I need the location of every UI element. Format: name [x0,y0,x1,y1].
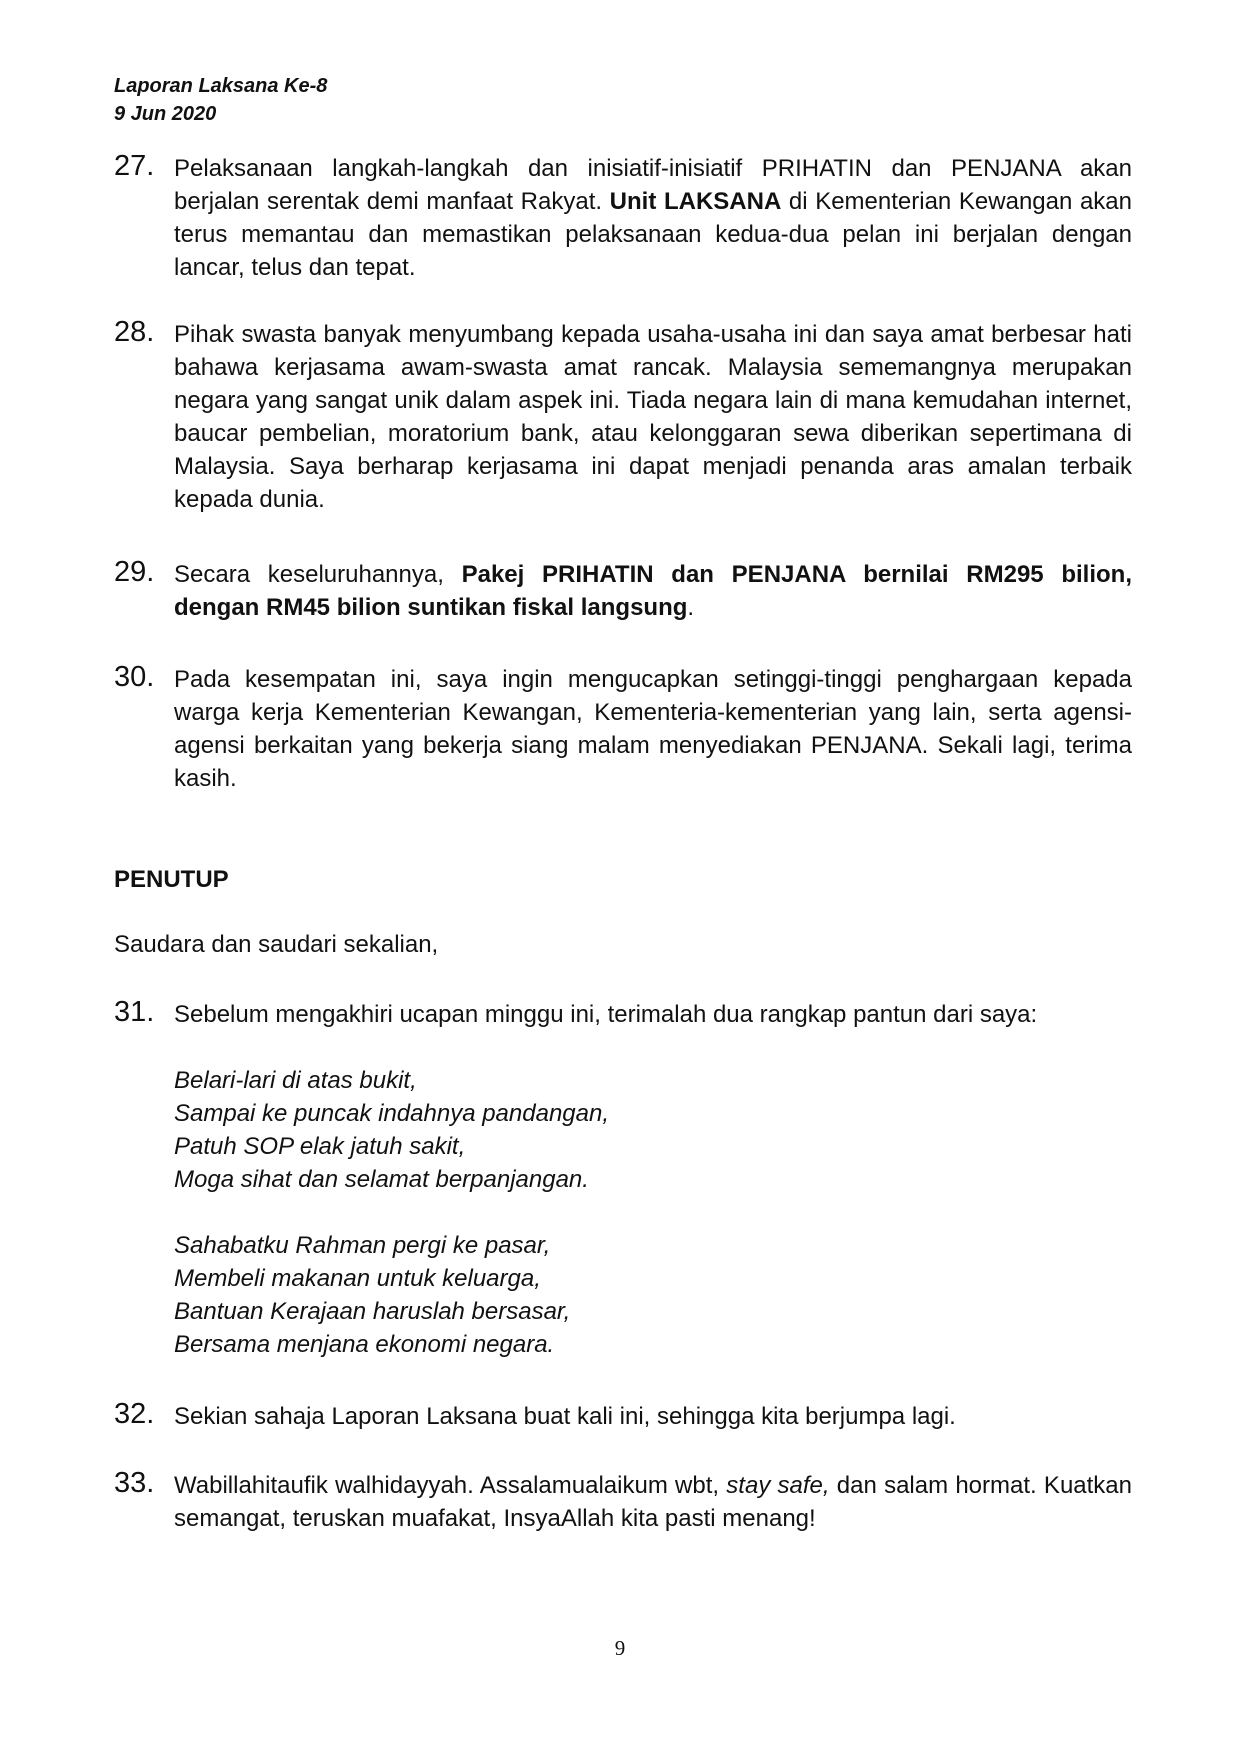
verse-line: Sahabatku Rahman pergi ke pasar, [174,1232,551,1259]
verse-line: Bersama menjana ekonomi negara. [174,1331,555,1358]
text-run: dan salam hormat. Kuatkan semangat, teruskan muafakat, InsyaAllah kita pasti menang! [174,1472,1132,1532]
verse-line: Bantuan Kerajaan haruslah bersasar, [174,1298,571,1325]
verse-line: Moga sihat dan selamat berpanjangan. [174,1166,589,1193]
paragraph-number: 32. [114,1398,155,1430]
paragraph-number: 31. [114,996,155,1028]
paragraph-text: Sekian sahaja Laporan Laksana buat kali ini, sehingga kita berjumpa lagi. [174,1403,956,1430]
text-run: di Kementerian Kewangan akan terus memantau dan memastikan pelaksanaan kedua-dua pelan ini berjalan dengan lancar, telus dan tepat. [174,188,1132,281]
page-number: 9 [614,1636,626,1660]
text-run: Wabillahitaufik walhidayyah. Assalamualaikum wbt, [174,1472,727,1499]
paragraph-30 [114,663,1132,795]
paragraph-text: Sebelum mengakhiri ucapan minggu ini, terimalah dua rangkap pantun dari saya: [174,1001,1038,1028]
paragraph-number: 30. [114,661,155,693]
verse-line: Sampai ke puncak indahnya pandangan, [174,1100,609,1127]
paragraph-text [174,1469,1132,1535]
paragraph-number: 33. [114,1467,155,1499]
paragraph-number: 28. [114,316,155,348]
paragraph-29 [114,558,1132,624]
report-date: 9 Jun 2020 [114,103,217,125]
paragraph-number: 29. [114,556,155,588]
paragraph-text [174,558,1132,624]
paragraph-text: Pihak swasta banyak menyumbang kepada usaha-usaha ini dan saya amat berbesar hati bahawa kerjasama awam-swasta amat rancak. Malaysia sememangnya merupakan negara yang sangat unik dalam aspek ini. Tiada negara lain di mana kemudahan internet, baucar pembelian, moratorium bank, atau kelonggaran sewa diberikan sepertimana di Malaysia. Saya berharap kerjasama ini dapat menjadi penanda aras amalan terbaik kepada dunia. [174,321,1132,513]
verse-line: Belari-lari di atas bukit, [174,1067,417,1094]
verse-line: Patuh SOP elak jatuh sakit, [174,1133,466,1160]
paragraph-text: Pada kesempatan ini, saya ingin mengucapkan setinggi-tinggi penghargaan kepada warga kerja Kementerian Kewangan, Kementeria-kementerian yang lain, serta agensi-agensi berkaitan yang bekerja siang malam menyediakan PENJANA. Sekali lagi, terima kasih. [174,666,1132,792]
salutation: Saudara dan saudari sekalian, [114,931,439,958]
paragraph-31 [114,998,1132,1031]
bold-text-run: Pakej PRIHATIN dan PENJANA bernilai RM295 bilion, dengan RM45 bilion suntikan fiskal langsung [174,561,1132,621]
paragraph-27 [114,152,1132,284]
bold-text-run: Unit LAKSANA [609,188,782,215]
text-run: Secara keseluruhannya, [174,561,462,588]
pantun-stanza-2 [174,1229,570,1361]
paragraph-33 [114,1469,1132,1535]
document-header [114,72,327,128]
text-run: . [687,594,695,621]
paragraph-number: 27. [114,150,155,182]
report-title: Laporan Laksana Ke-8 [114,75,328,97]
section-heading: PENUTUP [114,866,229,893]
paragraph-32 [114,1400,1132,1433]
paragraph-28 [114,318,1132,516]
text-run: Pelaksanaan langkah-langkah dan inisiatif-inisiatif PRIHATIN dan PENJANA akan berjalan serentak demi manfaat Rakyat. [174,155,1132,215]
italic-text-run: stay safe, [726,1472,830,1499]
verse-line: Membeli makanan untuk keluarga, [174,1265,541,1292]
paragraph-text [174,152,1132,284]
pantun-stanza-1 [174,1064,609,1196]
